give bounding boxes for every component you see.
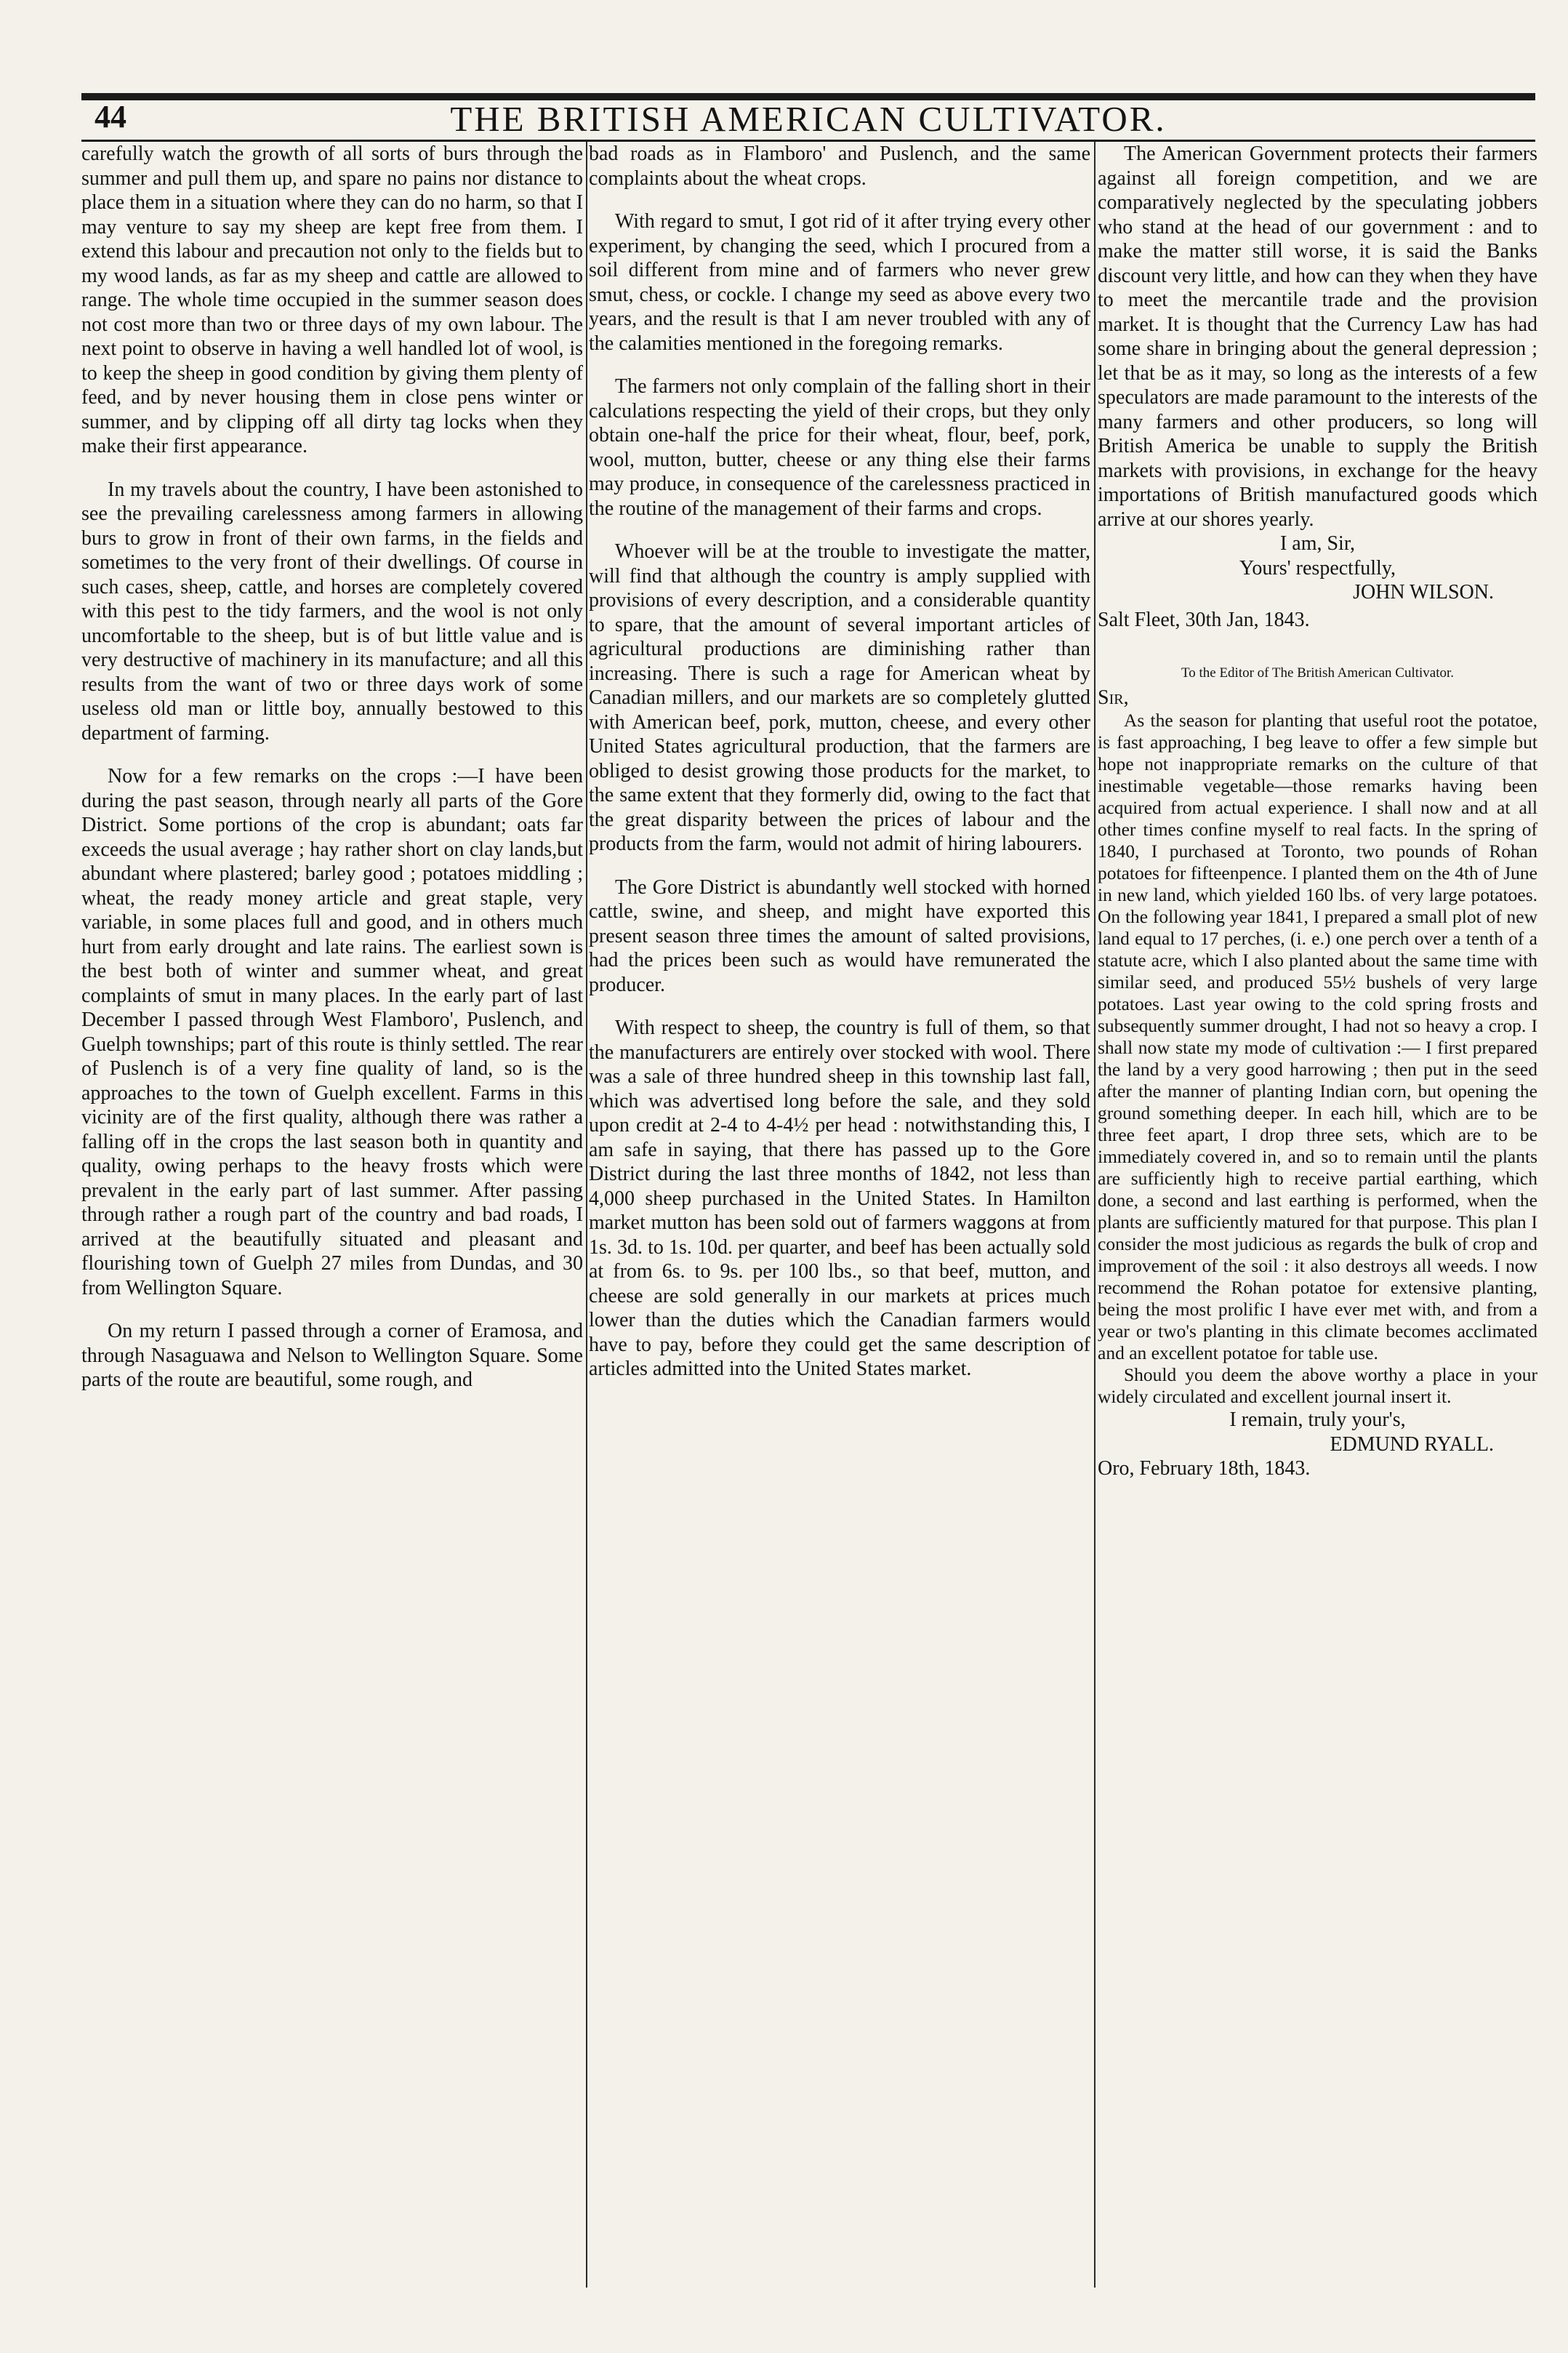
page-number: 44 xyxy=(95,99,126,135)
paragraph: bad roads as in Flamboro' and Puslench, and the same complaints about the wheat crops. xyxy=(589,143,1090,190)
paragraph: Whoever will be at the trouble to investigate the matter, will find that although the country is amply supplied with provisions of every description, and a considerable quantity to spare, that the amount of several important articles of agricultural productions are diminishing rather than increasing. There is such a rage for American wheat by Canadian millers, and our markets are so completely glutted with American beef, pork, mutton, cheese, and every other United States agricultural production, that the farmers are obliged to desist growing those products for the market, to the same extent that they formerly did, owing to the fact that the great disparity between the prices of labour and the products from the farm, would not admit of hiring labourers. xyxy=(589,540,1090,855)
paragraph: The Gore District is abundantly well stocked with horned cattle, swine, and sheep, and might have exported this present season three times the amount of salted provisions, had the prices been such as would have remunerated the producer. xyxy=(589,875,1090,996)
signature-place: Oro, February 18th, 1843. xyxy=(1098,1457,1311,1480)
signature-closing: I am, Sir, xyxy=(1279,532,1356,555)
signature-closing: I remain, truly your's, xyxy=(1229,1408,1406,1431)
journal-title: THE BRITISH AMERICAN CULTIVATOR. xyxy=(450,99,1167,139)
paragraph: carefully watch the growth of all sorts of burs through the summer and pull them up, and spare no pains nor distance to place them in a situation where they can do no harm, so that I may venture to say my sheep are kept free from them. I extend this labour and precaution not only to the fields but to my wood lands, as far as my sheep and cattle are allowed to range. The whole time occupied in the summer season does not cost more than two or three days of my own labour. The next point to observe in having a well handled lot of wool, is to keep the sheep in good condition by giving them plenty of feed, and by never housing them in close pens winter or summer, and by clipping off all dirty tag locks when they make their first appearance. xyxy=(81,143,583,457)
letter-heading: To the Editor of The British American Cultivator. xyxy=(1181,665,1455,681)
column-2 xyxy=(589,142,1090,2302)
paragraph: In my travels about the country, I have been astonished to see the prevailing carelessness among farmers in allowing burs to grow in front of their own farms, in the fields and sometimes to the very front of their dwellings. Of course in such cases, sheep, cattle, and horses are completely covered with this pest to the tidy farmers, and the wool is not only uncomfortable to the sheep, but is of but little value and is very destructive of machinery in its manufacture; and all this results from the want of two or three days work of some useless old man or little boy, annually bestowed to this department of farming. xyxy=(81,478,583,745)
paragraph: With regard to smut, I got rid of it after trying every other experiment, by changing the seed, which I procured from a soil different from mine and of farmers who never grew smut, chess, or cockle. I change my seed as above every two years, and the result is that I am never troubled with any of the calamities mentioned in the foregoing remarks. xyxy=(589,210,1090,355)
paragraph: The American Government protects their farmers against all foreign competition, and we are comparatively neglected by the speculating jobbers who stand at the head of our government : and to make the matter still worse, it is said the Banks discount very little, and how can they when they have to meet the mercantile trade and the provision market. It is thought that the Currency Law has had some share in bringing about the general depression ; let that be as it may, so long as the interests of a few speculators are made paramount to the interests of the many farmers and other producers, so long will British America be unable to supply the British markets with provisions, in exchange for the heavy importations of British manufactured goods which arrive at our shores yearly. xyxy=(1098,143,1537,531)
signature-place: Salt Fleet, 30th Jan, 1843. xyxy=(1098,608,1310,631)
paragraph: Should you deem the above worthy a place in your widely circulated and excellent journal insert it. xyxy=(1098,1364,1537,1407)
paragraph: The farmers not only complain of the falling short in their calculations respecting the yield of their crops, but they only obtain one-half the price for their wheat, flour, beef, pork, wool, mutton, butter, cheese or any thing else their farms may produce, in consequence of the carelessness practiced in the routine of the management of their farms and crops. xyxy=(589,375,1090,520)
signature-closing: Yours' respectfully, xyxy=(1239,556,1396,580)
paragraph: As the season for planting that useful root the potatoe, is fast approaching, I beg leave to offer a few simple but hope not inappropriate remarks on the culture of that inestimable vegetable—those remarks having been acquired from actual experience. I shall now and at all other times confine myself to real facts. In the spring of 1840, I purchased at Toronto, two pounds of Rohan potatoes for fifteenpence. I planted them on the 4th of June in new land, which yielded 160 lbs. of very large potatoes. On the following year 1841, I prepared a small plot of new land equal to 17 perches, (i. e.) one perch over a tenth of a statute acre, which I also planted about the same time with similar seed, and produced 55½ bushels of very large potatoes. Last year owing to the cold spring frosts and subsequently summer drought, I had not so heavy a crop. I shall now state my mode of cultivation :— I first prepared the land by a very good harrowing ; then put in the seed after the manner of planting Indian corn, but opening the ground something deeper. In each hill, which are to be three feet apart, I drop three sets, which are to be immediately covered in, and so to remain until the plants are sufficiently high to receive partial earthing, which done, a second and last earthing is performed, when the plants are sufficiently matured for that purpose. This plan I consider the most judicious as regards the bulk of crop and improvement of the soil : it also destroys all weeds. I now recommend the Rohan potatoe for extensive planting, being the most prolific I have ever met with, and from a year or two's planting in this climate becomes acclimated and an excellent potatoe for table use. xyxy=(1098,710,1537,1363)
page-header xyxy=(81,98,1535,138)
signature-name: JOHN WILSON. xyxy=(1353,581,1494,604)
column-divider xyxy=(586,142,587,2288)
paragraph: With respect to sheep, the country is full of them, so that the manufacturers are entirely over stocked with wool. There was a sale of three hundred sheep in this township last fall, which was advertised long before the sale, and they sold upon credit at 2-4 to 4-4½ per head : notwithstanding this, I am safe in saying, that there has passed up to the Gore District during the last three months of 1842, not less than 4,000 sheep purchased in the United States. In Hamilton market mutton has been sold out of farmers waggons at from 1s. 3d. to 1s. 10d. per quarter, and beef has been actually sold at from 6s. to 9s. per 100 lbs., so that beef, mutton, and cheese are sold generally in our markets at prices much lower than the duties which the Canadian farmers would have to pay, before they could get the same description of articles admitted into the United States market. xyxy=(589,1017,1090,1380)
salutation: Sir, xyxy=(1098,686,1129,709)
paragraph: Now for a few remarks on the crops :—I have been during the past season, through nearly all parts of the Gore District. Some portions of the crop is abundant; oats far exceeds the usual average ; hay rather short on clay lands,but abundant where plastered; barley good ; potatoes middling ; wheat, the ready money article and great staple, very variable, in some places full and good, and in others much hurt from early drought and late rains. The earliest sown is the best both of winter and summer wheat, and great complaints of smut in many places. In the early part of last December I passed through West Flamboro', Puslench, and Guelph townships; part of this route is thinly settled. The rear of Puslench is of a very fine quality of land, so is the approaches to the town of Guelph excellent. Farms in this vicinity are of the first quality, although there was rather a falling off in the crops the last season both in quantity and quality, owing perhaps to the heavy frosts which were prevalent in the early part of last summer. After passing through rather a rough part of the country and bad roads, I arrived at the beautifully situated and pleasant and flourishing town of Guelph 27 miles from Dundas, and 30 from Wellington Square. xyxy=(81,765,583,1299)
column-1 xyxy=(81,142,583,2302)
paragraph: On my return I passed through a corner of Eramosa, and through Nasaguawa and Nelson to Wellington Square. Some parts of the route are beautiful, some rough, and xyxy=(81,1320,583,1391)
signature-name: EDMUND RYALL. xyxy=(1330,1432,1494,1456)
column-3 xyxy=(1098,142,1537,2302)
column-divider xyxy=(1094,142,1095,2288)
